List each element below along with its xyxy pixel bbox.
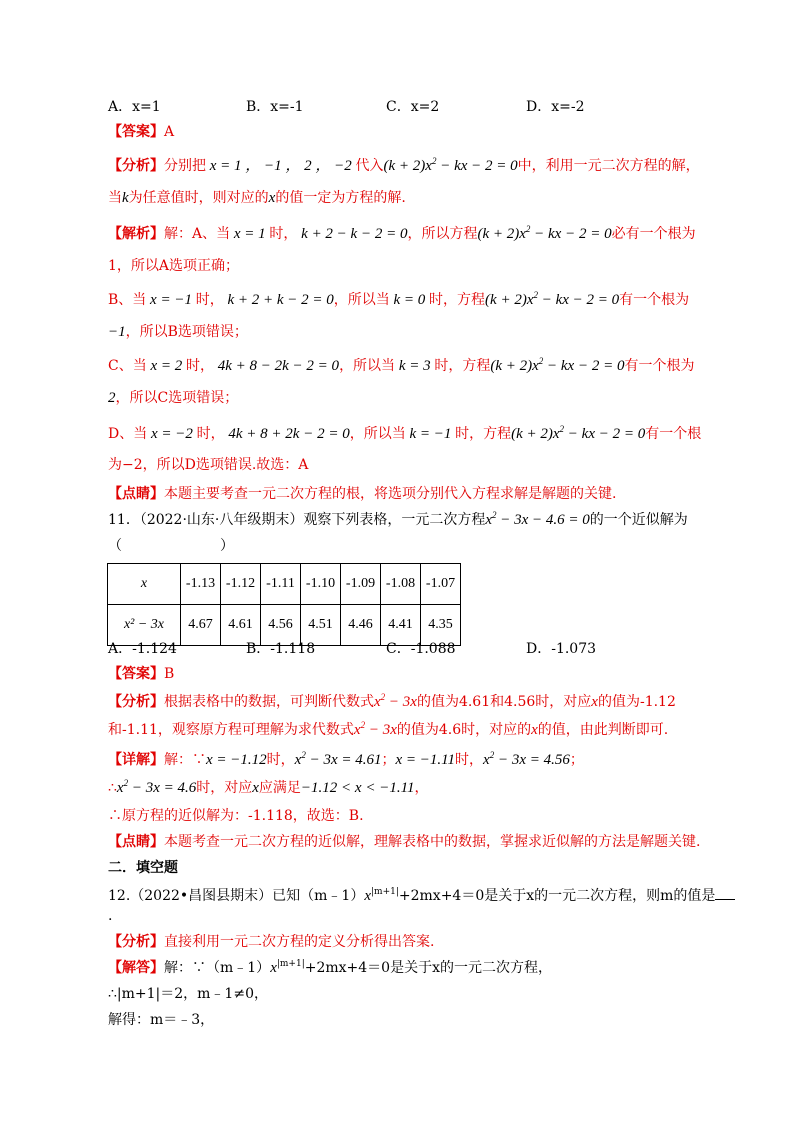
table-cell: 4.35	[421, 605, 461, 646]
q11-comment	[108, 832, 700, 852]
text: C、当	[108, 358, 147, 374]
comment-tag: 【点睛】	[108, 486, 164, 502]
q10-option-a: A．x=1	[108, 99, 161, 115]
analysis-tag: 【分析】	[108, 694, 164, 710]
math: k + 2 − k − 2 = 0	[297, 226, 408, 242]
table-header-expr: x² − 3x	[108, 605, 181, 646]
text: 有一个根	[645, 426, 702, 442]
q11-stem-paren: （ ）	[108, 538, 234, 554]
q11-option-d: D．-1.073	[526, 641, 597, 657]
q10-solution-line6	[108, 388, 238, 408]
q11-value-table	[107, 563, 461, 646]
text: 本题考查一元二次方程的近似解，理解表格中的数据，掌握求近似解的方法是解题关键.	[164, 834, 701, 850]
answer-value: B	[164, 666, 175, 682]
text: 解：A、当	[164, 226, 231, 242]
q10-solution-line8: 为−2，所以D选项错误.故选：A	[108, 457, 309, 473]
q10-solution-line7	[108, 424, 701, 444]
text: 12.（2022•昌图县期末）已知（m﹣1）	[108, 888, 365, 904]
q10-option-c: C．x=2	[386, 99, 440, 115]
math: 4k + 8 − 2k − 2 = 0	[214, 358, 340, 374]
q12-answer-line1	[108, 958, 552, 978]
q12-stem	[108, 886, 735, 906]
table-cell: 4.46	[341, 605, 381, 646]
q10-solution-line5	[108, 356, 694, 376]
equation: $x^2 - 3x - 4.6 = 0$	[485, 510, 590, 528]
math: x	[268, 190, 276, 206]
text: ；	[569, 752, 584, 768]
q11-stem	[108, 510, 688, 530]
analysis-tag: 【分析】	[108, 934, 164, 950]
q11-option-c: C．-1.088	[386, 641, 456, 657]
text: 时，方程	[434, 358, 491, 374]
text: 时，	[186, 358, 214, 374]
text: 的一个近似解为	[589, 512, 688, 528]
q10-answer-line	[108, 122, 174, 142]
text: 有一个根为	[624, 358, 695, 374]
math: $x^2 - 3x = 4.56$	[483, 750, 570, 768]
text: 直接利用一元二次方程的定义分析得出答案.	[164, 934, 435, 950]
q10-solution-line4	[108, 322, 248, 342]
math: $x^2 - 3x = 4.61$	[294, 750, 382, 768]
table-cell: 4.56	[261, 605, 301, 646]
table-row	[108, 564, 461, 605]
math: x	[591, 694, 598, 710]
text: +2mx+4＝0是关于x的一元二次方程，	[304, 960, 552, 976]
math: x	[364, 888, 372, 904]
exponent: |m+1|	[276, 959, 305, 969]
math: x = −2	[147, 426, 197, 442]
text: 的值为4.6时，对应的	[396, 722, 532, 738]
text: 的值为4.61和4.56时，对应	[416, 694, 592, 710]
table-header-x: x	[108, 564, 181, 605]
answer-blank	[715, 899, 735, 900]
q12-analysis	[108, 932, 434, 952]
math: k = 3	[395, 358, 435, 374]
text: 的值一定为方程的解.	[275, 190, 406, 206]
text: 时，	[196, 426, 225, 442]
math: −1	[108, 324, 126, 340]
text: ，所以C选项错误；	[115, 390, 239, 406]
text: 的值，由此判断即可.	[537, 722, 669, 738]
q12-answer-line3: 解得：m＝﹣3，	[108, 1012, 215, 1028]
answer-tag: 【解答】	[108, 960, 164, 976]
q10-analysis-line1	[108, 156, 700, 176]
table-cell: -1.12	[221, 564, 261, 605]
math: x = 1 ， −1 ， 2 ， −2	[206, 158, 356, 174]
text: D、当	[108, 426, 148, 442]
math: x	[531, 722, 538, 738]
q10-option-d: D．x=-2	[526, 99, 585, 115]
answer-value: A	[164, 124, 175, 140]
q10-solution-line3	[108, 290, 689, 310]
text: ，所以当	[333, 292, 390, 308]
table-cell: -1.11	[261, 564, 301, 605]
equation: $(k + 2)x^2$ − kx − 2 = 0	[383, 156, 518, 174]
text: ；	[381, 752, 396, 768]
q10-analysis-line2	[108, 188, 406, 208]
text: 时，方程	[429, 292, 486, 308]
q10-solution-line2: 1，所以A选项正确；	[108, 258, 240, 274]
math: x = −1.11	[395, 752, 456, 768]
table-cell: 4.41	[381, 605, 421, 646]
answer-tag: 【答案】	[108, 666, 164, 682]
table-cell: -1.07	[421, 564, 461, 605]
q10-solution-line1	[108, 224, 696, 244]
table-cell: 4.51	[301, 605, 341, 646]
text: 解：∵	[164, 752, 206, 768]
q12-stem-end: .	[108, 908, 113, 924]
table-cell: 4.67	[181, 605, 221, 646]
text: ，	[414, 780, 429, 796]
math: k = −1	[405, 426, 456, 442]
math: $x^2 - 3x$	[353, 720, 397, 738]
math: 2	[108, 390, 116, 406]
math: −1.12 < x < −1.11	[300, 780, 415, 796]
equation: $(k + 2)x^2$ − kx − 2 = 0	[477, 224, 612, 242]
text: 当	[108, 190, 122, 206]
q11-answer-line	[108, 664, 174, 684]
equation: $(k + 2)x^2$ − kx − 2 = 0	[511, 424, 646, 442]
text: 解：∵（m﹣1）	[164, 960, 271, 976]
text: 本题主要考查一元二次方程的根，将选项分别代入方程求解是解题的关键.	[164, 486, 617, 502]
solution-tag: 【解析】	[108, 226, 164, 242]
detail-tag: 【详解】	[108, 752, 164, 768]
comment-tag: 【点睛】	[108, 834, 164, 850]
text: 代入	[355, 158, 384, 174]
math: $x^2 - 3x = 4.6$	[116, 778, 197, 796]
math: k = 0	[389, 292, 430, 308]
math: k	[122, 190, 129, 206]
text: 应满足	[258, 780, 301, 796]
analysis-tag: 【分析】	[108, 158, 164, 174]
text: ∴	[108, 780, 117, 796]
text: 有一个根为	[619, 292, 690, 308]
math: x = −1.12	[206, 752, 267, 768]
text: 时，	[266, 752, 295, 768]
exponent: |m+1|	[371, 887, 399, 897]
text: 11．（2022·山东·八年级期末）观察下列表格，一元二次方程	[108, 512, 486, 528]
text: +2mx+4＝0是关于x的一元二次方程，则m的值是	[398, 888, 716, 904]
math: k + 2 + k − 2 = 0	[223, 292, 334, 308]
q11-analysis-line1	[108, 692, 676, 712]
table-cell: -1.08	[381, 564, 421, 605]
text: 时，	[195, 292, 224, 308]
text: 和-1.11，观察原方程可理解为求代数式	[108, 722, 354, 738]
text: B、当	[108, 292, 147, 308]
text: ，所以方程	[407, 226, 478, 242]
q11-detail-line3: ∴原方程的近似解为：-1.118，故选：B.	[108, 808, 364, 824]
math: x = −1	[146, 292, 196, 308]
text: 时，对应	[196, 780, 253, 796]
q11-analysis-line2	[108, 720, 668, 740]
text: 中，利用一元二次方程的解，	[517, 158, 700, 174]
text: ，所以当	[339, 358, 396, 374]
text: 必有一个根为	[611, 226, 696, 242]
q10-comment	[108, 484, 616, 504]
table-cell: 4.61	[221, 605, 261, 646]
text: 为任意值时，则对应的	[128, 190, 269, 206]
table-cell: -1.09	[341, 564, 381, 605]
math: x	[252, 780, 259, 796]
q11-option-a: A．-1.124	[108, 641, 177, 657]
q12-answer-line2: ∴|m+1|＝2，m﹣1≠0，	[108, 986, 268, 1002]
equation: $(k + 2)x^2$ − kx − 2 = 0	[490, 356, 625, 374]
text: 时，	[455, 752, 484, 768]
math: $x^2 - 3x$	[374, 692, 417, 710]
table-cell: -1.10	[301, 564, 341, 605]
text: 的值为-1.12	[597, 694, 676, 710]
math: 4k + 8 + 2k − 2 = 0	[224, 426, 350, 442]
math: x	[270, 960, 277, 976]
math: x = 1	[230, 226, 270, 242]
table-cell: -1.13	[181, 564, 221, 605]
math: x = 2	[146, 358, 186, 374]
answer-tag: 【答案】	[108, 124, 164, 140]
equation: $(k + 2)x^2$ − kx − 2 = 0	[485, 290, 620, 308]
text: ，所以B选项错误；	[125, 324, 248, 340]
q11-detail-line2	[108, 778, 428, 798]
text: 时，方程	[455, 426, 512, 442]
q11-option-b: B．-1.118	[246, 641, 316, 657]
text: 分别把	[164, 158, 206, 174]
q10-option-b: B．x=-1	[246, 99, 304, 115]
section-title: 二．填空题	[108, 860, 178, 876]
q11-detail-line1	[108, 750, 584, 770]
text: 根据表格中的数据，可判断代数式	[164, 694, 374, 710]
text: ，所以当	[349, 426, 406, 442]
text: 时，	[269, 226, 298, 242]
